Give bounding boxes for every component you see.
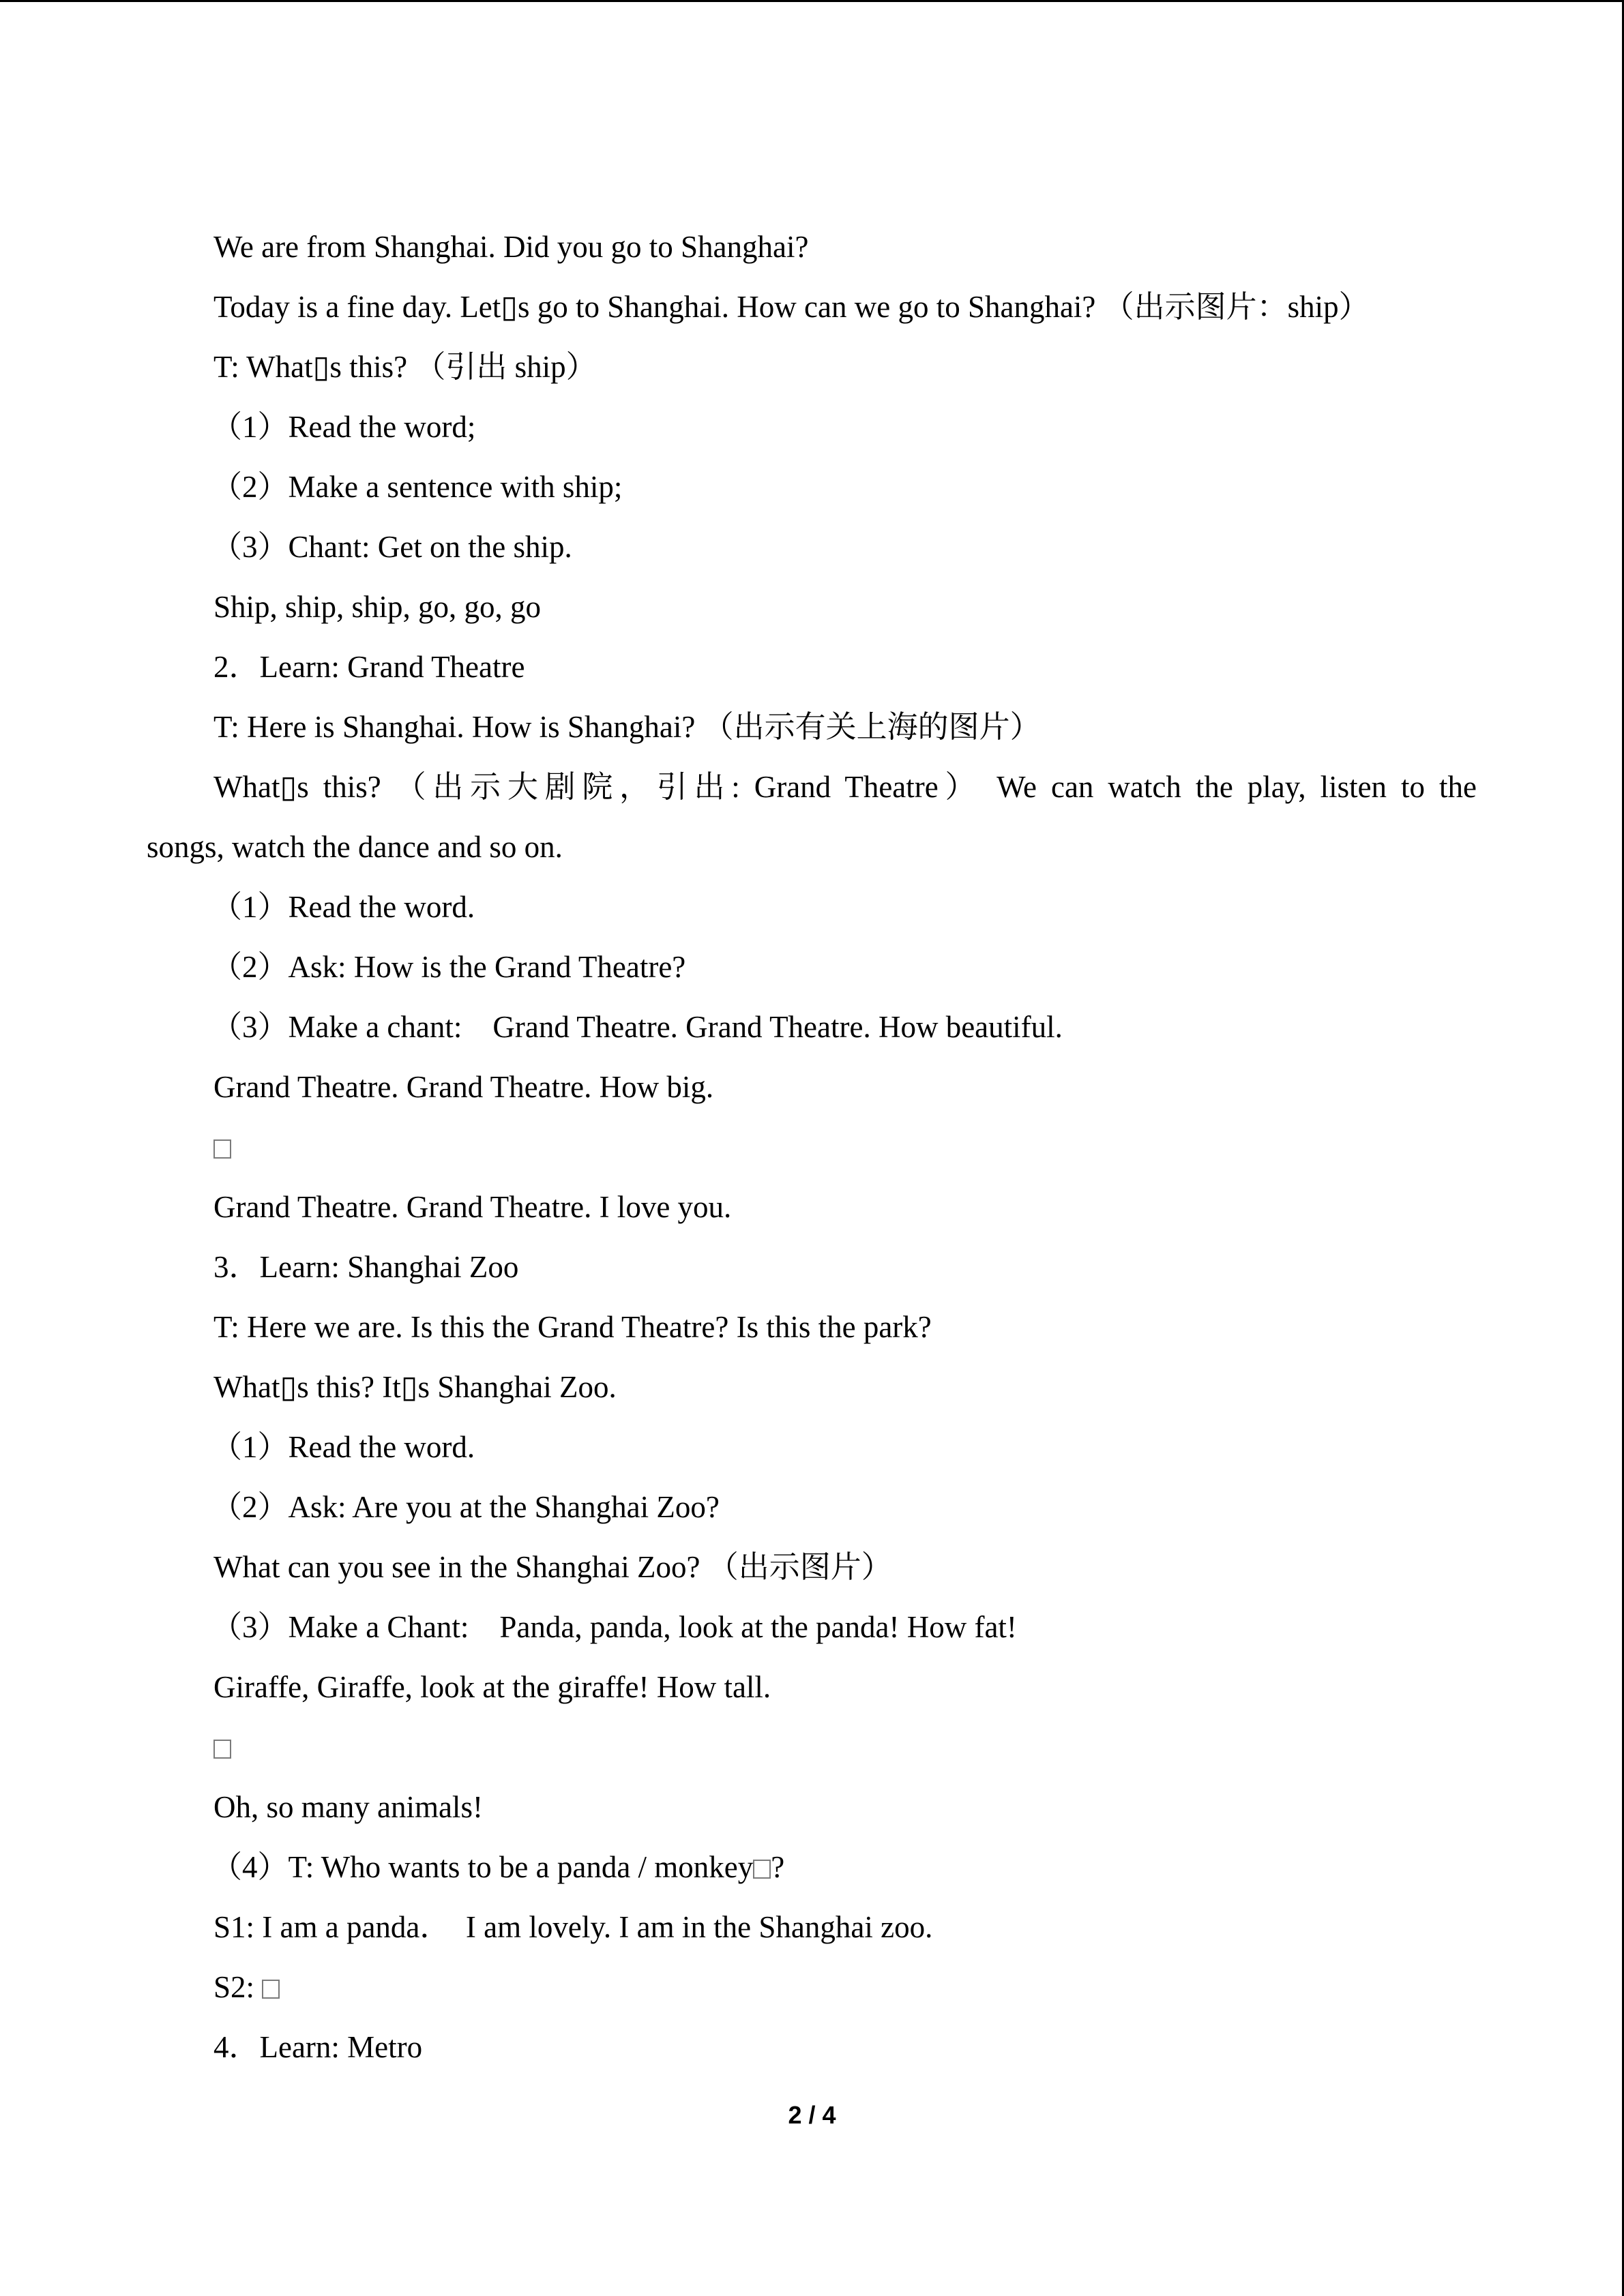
placeholder-line [147, 1717, 1477, 1777]
placeholder-box-icon [213, 1139, 231, 1159]
list-item: （2）Make a sentence with ship; [211, 470, 623, 504]
placeholder-box-icon [753, 1860, 771, 1879]
paragraph-line: S1: I am a panda． I am lovely. I am in the Shanghai zoo. [213, 1910, 933, 1944]
placeholder-box-icon [213, 1740, 231, 1759]
section-heading: 4．Learn: Metro [213, 2030, 423, 2064]
paragraph-line: songs, watch the dance and so on. [147, 830, 563, 864]
list-item: （1）Read the word. [211, 890, 475, 924]
paragraph-line: What can you see in the Shanghai Zoo? （出示图片） [213, 1550, 892, 1584]
list-item [147, 1837, 1477, 1897]
placeholder-box-icon [262, 1980, 280, 1999]
list-item-text-end: ? [771, 1850, 785, 1884]
list-item: （2）Ask: How is the Grand Theatre? [211, 950, 686, 984]
list-item: （3）Make a chant: Grand Theatre. Grand Theatre. How beautiful. [211, 1010, 1063, 1044]
paragraph-line: T: What▯s this? （引出 ship） [213, 350, 597, 384]
paragraph-line: Grand Theatre. Grand Theatre. I love you. [213, 1190, 732, 1224]
list-item: （3）Make a Chant: Panda, panda, look at the panda! How fat! [211, 1610, 1017, 1644]
list-item: （1）Read the word. [211, 1430, 475, 1464]
list-item-text: （4）T: Who wants to be a panda / monkey [211, 1850, 754, 1884]
list-item: （1）Read the word; [211, 410, 476, 444]
paragraph-line: Giraffe, Giraffe, look at the giraffe! How tall. [213, 1670, 771, 1704]
paragraph-line: T: Here we are. Is this the Grand Theatre? Is this the park? [213, 1310, 932, 1344]
document-body [147, 217, 1477, 2077]
paragraph-line [147, 1957, 1477, 2017]
paragraph-line: Oh, so many animals! [213, 1790, 483, 1824]
paragraph-line: T: Here is Shanghai. How is Shanghai? （出示有关上海的图片） [213, 710, 1041, 744]
placeholder-line [147, 1117, 1477, 1177]
paragraph-line: We are from Shanghai. Did you go to Shanghai? [213, 230, 809, 264]
speaker-label: S2: [213, 1970, 263, 2004]
page-number: 2 / 4 [788, 2101, 836, 2129]
paragraph-line: What▯s this? （出示大剧院，引出: Grand Theatre） We can watch the play, listen to the [213, 770, 1477, 804]
paragraph-line: Today is a fine day. Let▯s go to Shanghai. How can we go to Shanghai? （出示图片：ship） [213, 290, 1370, 324]
paragraph-line: Ship, ship, ship, go, go, go [213, 590, 542, 624]
section-heading: 3．Learn: Shanghai Zoo [213, 1250, 519, 1284]
paragraph-line: Grand Theatre. Grand Theatre. How big. [213, 1070, 714, 1104]
list-item: （3）Chant: Get on the ship. [211, 530, 572, 564]
section-heading: 2．Learn: Grand Theatre [213, 650, 525, 684]
paragraph-line: What▯s this? It▯s Shanghai Zoo. [213, 1370, 617, 1404]
list-item: （2）Ask: Are you at the Shanghai Zoo? [211, 1490, 720, 1524]
